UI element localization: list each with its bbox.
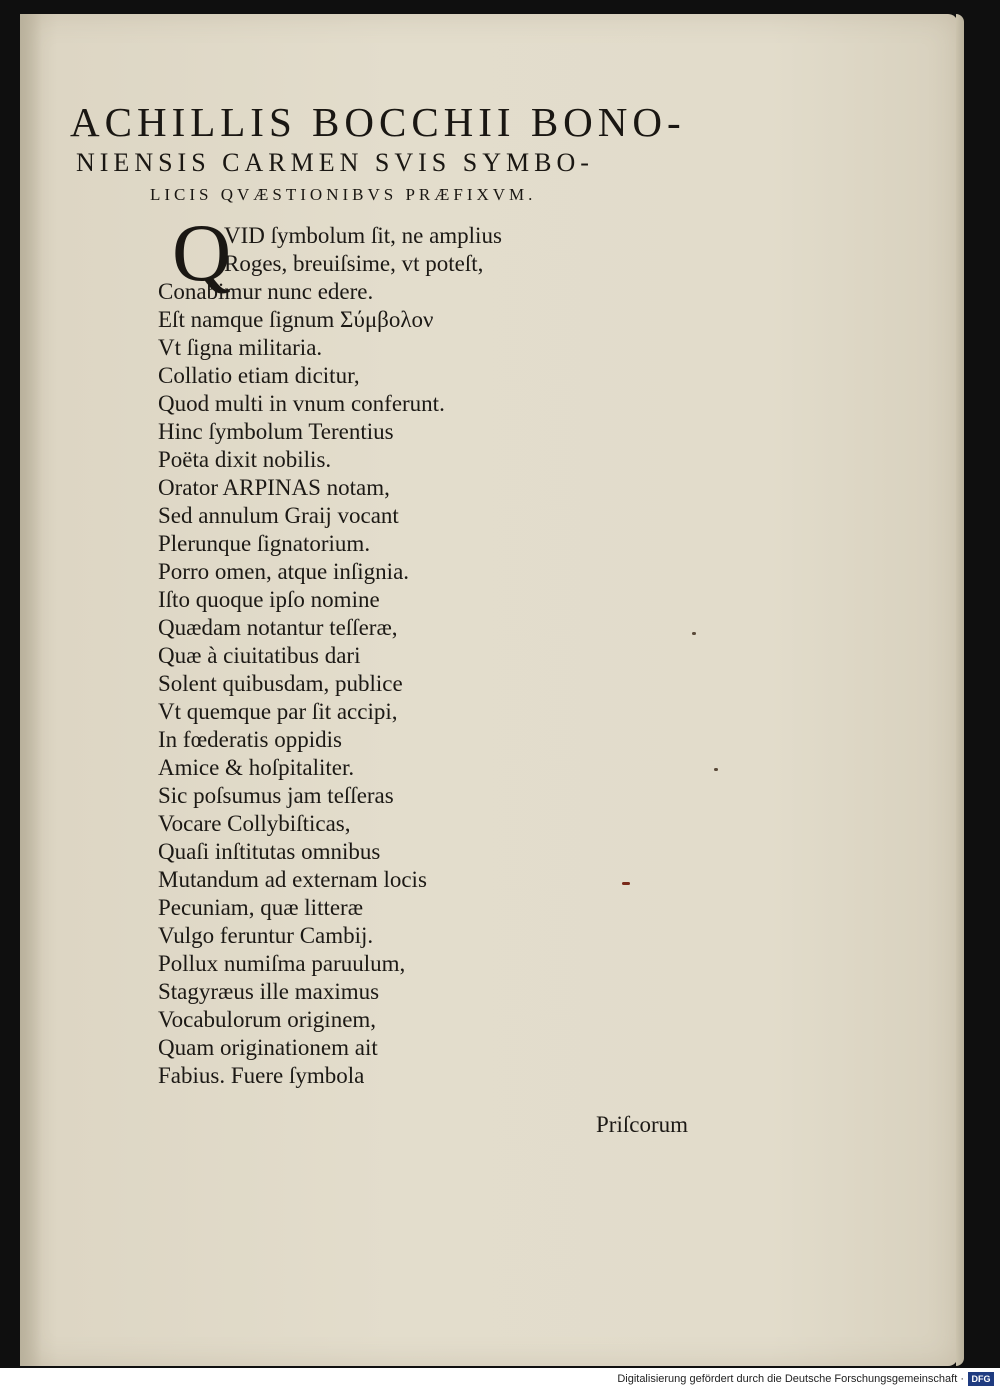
title-line-2: NIENSIS CARMEN SVIS SYMBO- (76, 148, 594, 177)
title-line-1: ACHILLIS BOCCHII BONO- (70, 99, 686, 145)
page-edge (956, 14, 964, 1366)
verse-line: Vocabulorum originem, (158, 1007, 377, 1032)
verse-line: Plerunque ſignatorium. (158, 531, 371, 556)
verse-line: Vocare Collybiſticas, (158, 811, 351, 836)
verse-line: Sic poſsumus jam teſſeras (158, 783, 394, 808)
verse-line: Stagyræus ille maximus (158, 979, 380, 1004)
paper-speck (622, 882, 630, 885)
verse-line: Eſt namque ſignum Σύμβολον (158, 307, 434, 332)
verse-line: Orator ARPINAS notam, (158, 475, 390, 500)
drop-cap-initial: Q (172, 207, 232, 298)
verse-line: Vt ſigna militaria. (158, 335, 323, 360)
verse-line: Iſto quoque ipſo nomine (158, 587, 380, 612)
footer-bar (0, 1368, 1000, 1392)
verse-line: Amice & hoſpitaliter. (158, 755, 355, 780)
verse-line: Roges, breuiſsime, vt poteſt, (224, 251, 484, 276)
verse-line: Fabius. Fuere ſymbola (158, 1063, 365, 1088)
verse-line: Pollux numiſma paruulum, (158, 951, 406, 976)
paper-speck (692, 632, 696, 635)
verse-line: Porro omen, atque inſignia. (158, 559, 410, 584)
page-title (70, 98, 850, 210)
verse-line: Vulgo feruntur Cambij. (158, 923, 374, 948)
verse-line: Vt quemque par ſit accipi, (158, 699, 398, 724)
verse-line: Pecuniam, quæ litteræ (158, 895, 364, 920)
verse-line: Collatio etiam dicitur, (158, 363, 360, 388)
paper-speck (714, 768, 718, 771)
catchword: Priſcorum (596, 1112, 688, 1137)
verse-line: Poëta dixit nobilis. (158, 447, 332, 472)
verse-line: Mutandum ad externam locis (158, 867, 427, 892)
verse-line: Quaſi inſtitutas omnibus (158, 839, 381, 864)
verse-line: Hinc ſymbolum Terentius (158, 419, 394, 444)
verse-line: VID ſymbolum ſit, ne amplius (224, 223, 502, 248)
verse-line: In fœderatis oppidis (158, 727, 342, 752)
dfg-logo: DFG (968, 1372, 994, 1386)
verse-line: Quæ à ciuitatibus dari (158, 643, 361, 668)
verse-line: Conabimur nunc edere. (158, 279, 374, 304)
verse-line: Quam originationem ait (158, 1035, 378, 1060)
poem-body (158, 222, 678, 1090)
footer-credit: Digitalisierung gefördert durch die Deutsche Forschungsgemeinschaft · (617, 1373, 964, 1385)
verse-line: Sed annulum Graij vocant (158, 503, 399, 528)
page-gutter (20, 14, 42, 1366)
verse-line: Quod multi in vnum conferunt. (158, 391, 445, 416)
verse-line: Quædam notantur teſſeræ, (158, 615, 398, 640)
verse-line: Solent quibusdam, publice (158, 671, 403, 696)
title-line-3: LICIS QVÆSTIONIBVS PRÆFIXVM. (150, 185, 537, 204)
